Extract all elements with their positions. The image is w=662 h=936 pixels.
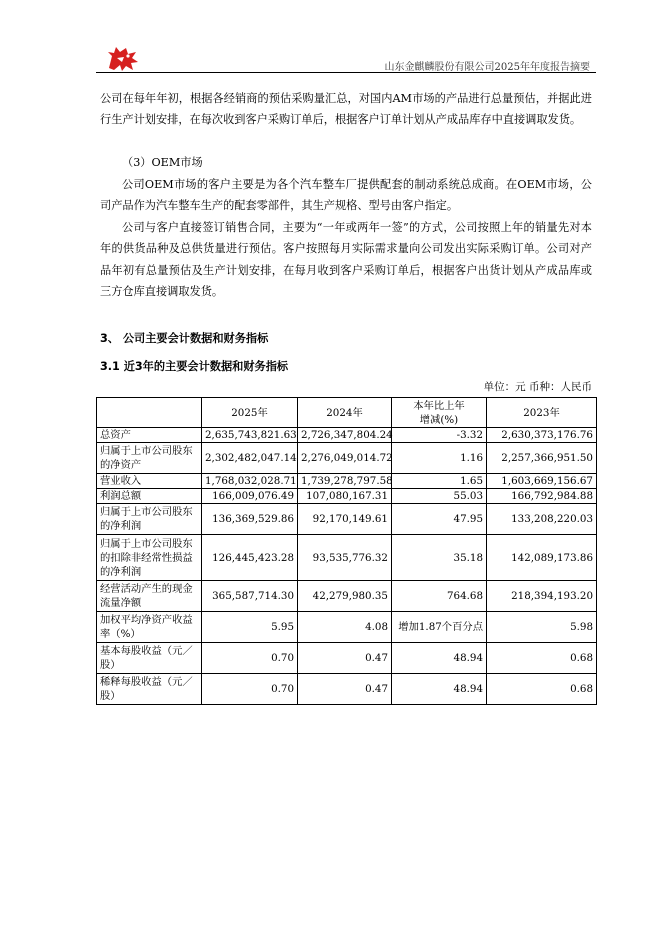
table-header-row — [97, 398, 597, 428]
row-label: 利润总额 — [97, 489, 202, 504]
row-label: 营业收入 — [97, 474, 202, 489]
table-cell: 55.03 — [392, 489, 487, 504]
table-cell: 133,208,220.03 — [487, 504, 597, 535]
table-row — [97, 504, 597, 535]
table-cell: 0.47 — [298, 674, 392, 705]
row-label: 稀释每股收益（元／股） — [97, 674, 202, 705]
section-3-title: 3、 公司主要会计数据和财务指标 — [100, 332, 269, 345]
table-cell: 142,089,173.86 — [487, 535, 597, 581]
table-cell: 1.65 — [392, 474, 487, 489]
table-cell: 48.94 — [392, 674, 487, 705]
paragraph-oem-contracts: 公司与客户直接签订销售合同，主要为“一年或两年一签”的方式，公司按照上年的销量先对本年的供货品种及总供货量进行预估。客户按照每月实际需求量向公司发出实际采购订单。公司对产品年初有总量预估及生产计划安排，在每月收到客户采购订单后，根据客户出货计划从产成品库或三方仓库直接调取发货。 — [100, 221, 592, 299]
qilin-logo-icon — [106, 44, 140, 72]
table-row — [97, 643, 597, 674]
table-cell: 1,739,278,797.58 — [298, 474, 392, 489]
row-label: 归属于上市公司股东的扣除非经常性损益的净利润 — [97, 535, 202, 581]
table-cell: 4.08 — [298, 612, 392, 643]
table-cell: 136,369,529.86 — [202, 504, 298, 535]
table-header-cell: 2025年 — [202, 398, 298, 428]
row-label: 总资产 — [97, 428, 202, 443]
table-row — [97, 428, 597, 443]
table-cell: 166,792,984.88 — [487, 489, 597, 504]
table-header-cell — [97, 398, 202, 428]
report-header-title: 山东金麒麟股份有限公司2025年年度报告摘要 — [384, 62, 590, 73]
table-cell: 35.18 — [392, 535, 487, 581]
table-cell: 126,445,423.28 — [202, 535, 298, 581]
header-divider — [96, 72, 596, 73]
table-cell: 93,535,776.32 — [298, 535, 392, 581]
table-row — [97, 612, 597, 643]
table-cell: 42,279,980.35 — [298, 581, 392, 612]
table-cell: 5.98 — [487, 612, 597, 643]
row-label: 基本每股收益（元／股） — [97, 643, 202, 674]
table-header-cell: 2024年 — [298, 398, 392, 428]
table-row — [97, 489, 597, 504]
table-cell: 2,635,743,821.63 — [202, 428, 298, 443]
table-cell: 166,009,076.49 — [202, 489, 298, 504]
table-cell: 2,726,347,804.24 — [298, 428, 392, 443]
paragraph-oem-customers: 公司OEM市场的客户主要是为各个汽车整车厂提供配套的制动系统总成商。在OEM市场，公司产品作为汽车整车生产的配套零部件，其生产规格、型号由客户指定。 — [100, 178, 592, 213]
table-row — [97, 443, 597, 474]
row-label: 加权平均净资产收益率（%） — [97, 612, 202, 643]
oem-market-heading: （3）OEM市场 — [122, 156, 203, 169]
row-label: 归属于上市公司股东的净利润 — [97, 504, 202, 535]
table-cell: 48.94 — [392, 643, 487, 674]
table-row — [97, 674, 597, 705]
table-cell: -3.32 — [392, 428, 487, 443]
table-cell: 92,170,149.61 — [298, 504, 392, 535]
table-cell: 0.68 — [487, 674, 597, 705]
table-cell: 5.95 — [202, 612, 298, 643]
row-label: 归属于上市公司股东的净资产 — [97, 443, 202, 474]
table-cell: 2,257,366,951.50 — [487, 443, 597, 474]
table-header-cell: 本年比上年 增减(%) — [392, 398, 487, 428]
table-row — [97, 474, 597, 489]
table-cell: 218,394,193.20 — [487, 581, 597, 612]
table-cell: 107,080,167.31 — [298, 489, 392, 504]
table-cell: 1,768,032,028.71 — [202, 474, 298, 489]
table-cell: 0.68 — [487, 643, 597, 674]
table-cell: 2,276,049,014.72 — [298, 443, 392, 474]
table-cell: 0.70 — [202, 643, 298, 674]
table-cell: 1,603,669,156.67 — [487, 474, 597, 489]
table-cell: 2,302,482,047.14 — [202, 443, 298, 474]
financial-indicators-table — [96, 397, 597, 705]
table-cell: 0.70 — [202, 674, 298, 705]
table-row — [97, 535, 597, 581]
table-cell: 2,630,373,176.76 — [487, 428, 597, 443]
table-cell: 0.47 — [298, 643, 392, 674]
table-cell: 365,587,714.30 — [202, 581, 298, 612]
paragraph-am-market: 公司在每年年初，根据各经销商的预估采购量汇总，对国内AM市场的产品进行总量预估，并据此进行生产计划安排，在每次收到客户采购订单后，根据客户订单计划从产成品库存中直接调取发货。 — [100, 92, 592, 127]
currency-unit-note: 单位：元 币种：人民币 — [483, 381, 592, 393]
section-3-1-subtitle: 3.1 近3年的主要会计数据和财务指标 — [100, 360, 289, 373]
table-cell: 1.16 — [392, 443, 487, 474]
table-cell: 764.68 — [392, 581, 487, 612]
table-header-cell: 2023年 — [487, 398, 597, 428]
table-cell: 增加1.87个百分点 — [392, 612, 487, 643]
table-cell: 47.95 — [392, 504, 487, 535]
table-row — [97, 581, 597, 612]
row-label: 经营活动产生的现金流量净额 — [97, 581, 202, 612]
